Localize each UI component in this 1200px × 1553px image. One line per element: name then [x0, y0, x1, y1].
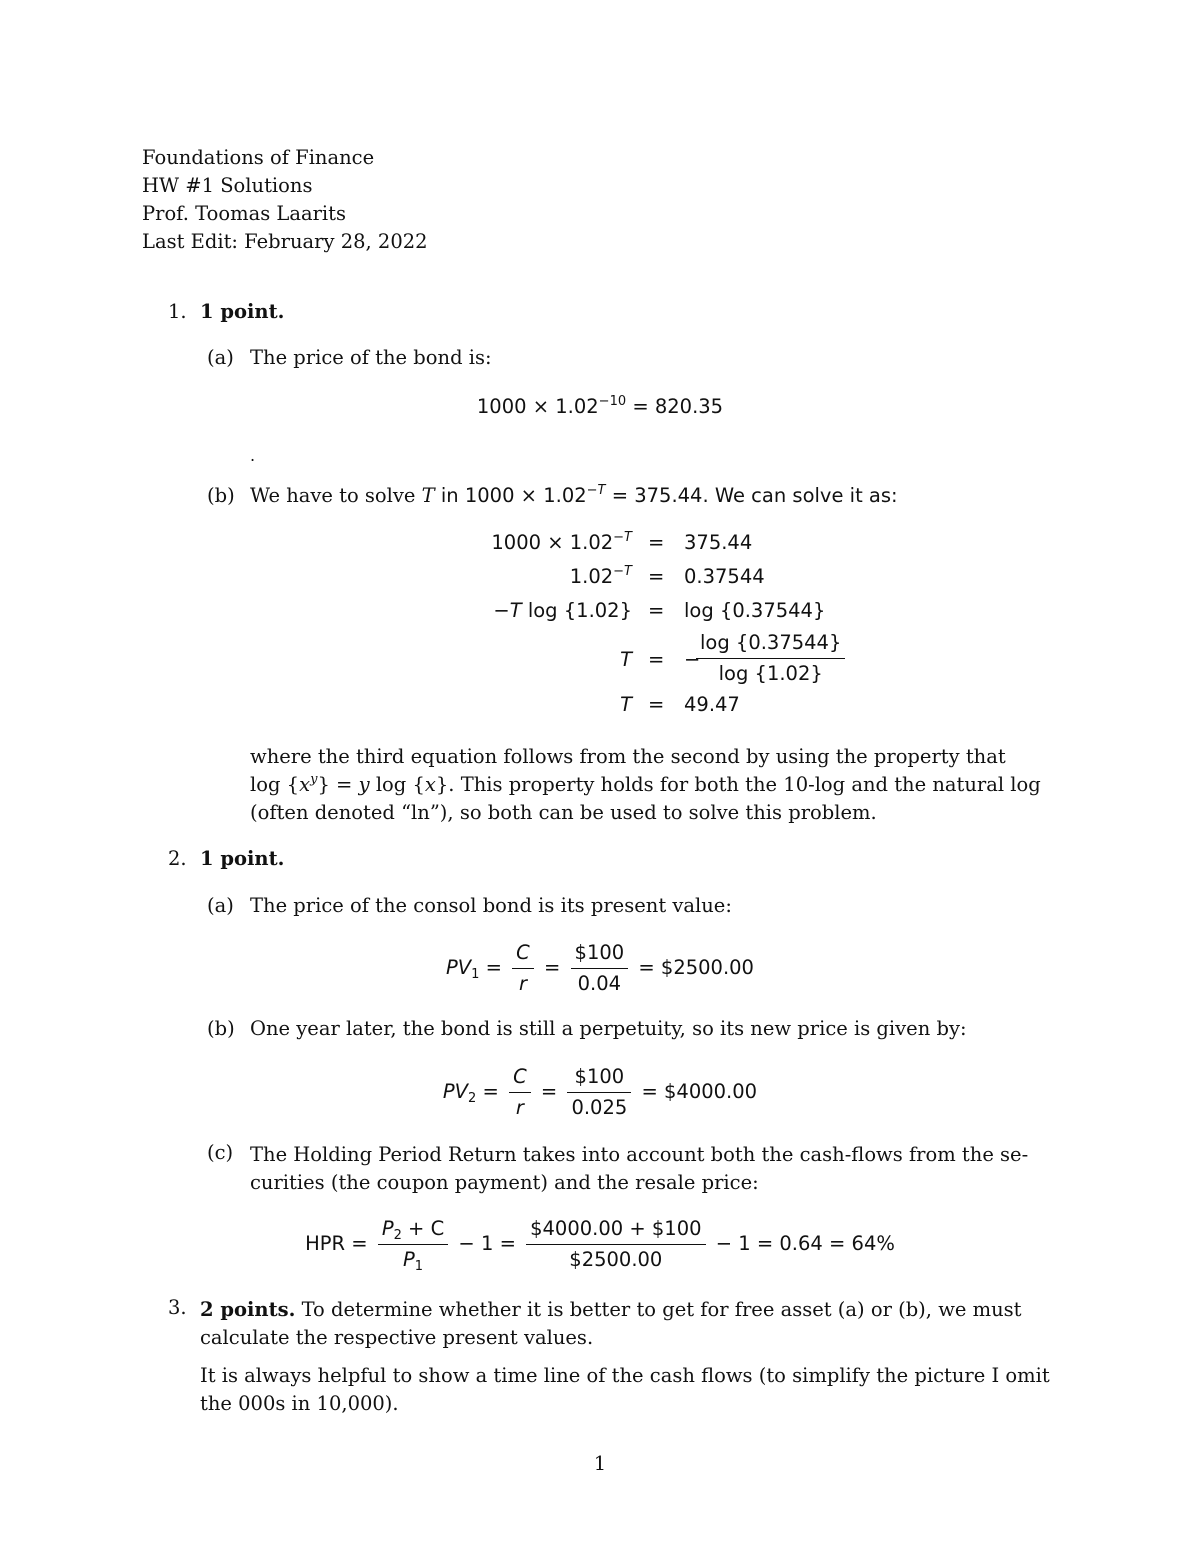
q1b-eq2-equals: =	[648, 565, 665, 588]
page-number: 1	[593, 1452, 607, 1475]
q2-points: 1 point.	[200, 847, 285, 870]
q1b-eq1-exp: −T	[613, 530, 632, 545]
q2-number: 2.	[168, 847, 187, 870]
professor-name: Prof. Toomas Laarits	[142, 202, 346, 225]
q1b-label: (b)	[207, 484, 235, 507]
q2c-frac1-num-post: + C	[401, 1217, 445, 1240]
q1b-eq3-minus: −	[493, 599, 510, 622]
q3-text-line-2: calculate the respective present values.	[200, 1326, 594, 1349]
q2b-pv-sub: 2	[468, 1091, 477, 1106]
q1b-text-mid: in 1000 × 1.02	[440, 484, 587, 507]
q1b-text-post: = 375.44. We can solve it as:	[611, 484, 898, 507]
q1b-eq1-lhs: 1000 × 1.02	[491, 531, 614, 554]
q3-text	[200, 1296, 1058, 1352]
q2c-label: (c)	[207, 1141, 234, 1164]
q1b-eq4-den: log {1.02}	[718, 662, 823, 685]
q1b-eq2-rhs: 0.37544	[684, 565, 765, 588]
q1b-eq5-lhs: T	[620, 693, 632, 716]
q1a-label: (a)	[207, 346, 234, 369]
q3-paragraph-2-line-2: the 000s in 10,000).	[200, 1392, 399, 1415]
q1b-explanation	[250, 743, 1058, 827]
q1b-text-var: T	[421, 484, 435, 507]
q3-text-line-1-body: To determine whether it is better to get for free asset (a) or (b), we must	[301, 1298, 1022, 1321]
q1b-eq4-fraction	[696, 630, 845, 687]
q2a-frac1-num: C	[512, 940, 534, 969]
q1b-eq2-lhs: 1.02	[569, 565, 614, 588]
q1b-explanation-line-2: $\log \{x^y\} = y$ log {x}. This property holds for both the 10-log and the natural log	[250, 772, 1041, 796]
q2a-frac2-den: 0.04	[577, 972, 622, 995]
q2c-frac1-num-p: P	[381, 1217, 394, 1240]
q2c-text	[250, 1141, 1058, 1197]
q1a-eq-lhs: 1000 × 1.02	[476, 395, 599, 418]
q3-points: 2 points.	[200, 1298, 296, 1321]
q1a-dot: .	[250, 446, 256, 465]
q1-points: 1 point.	[200, 300, 285, 323]
q1b-eq5-equals: =	[648, 693, 665, 716]
q2a-result: = $2500.00	[638, 956, 754, 979]
q2b-pv: PV	[442, 1080, 469, 1103]
q1a-eq-exp: −10	[598, 394, 627, 409]
q2c-text-line-2: curities (the coupon payment) and the resale price:	[250, 1171, 759, 1194]
q3-paragraph-2	[200, 1362, 1058, 1418]
q2a-label: (a)	[207, 894, 234, 917]
last-edit-date: Last Edit: February 28, 2022	[142, 230, 428, 253]
q1b-eq4-lhs: T	[620, 648, 632, 671]
q2c-frac1-den-sub: 1	[414, 1259, 424, 1274]
q2b-label: (b)	[207, 1017, 235, 1040]
q1b-text	[250, 484, 898, 507]
q2c-equation	[0, 1216, 1200, 1273]
q2c-frac1-num-sub: 2	[393, 1228, 402, 1243]
q2c-hpr: HPR =	[305, 1232, 368, 1255]
q2b-frac2-num: $100	[567, 1064, 631, 1093]
q2b-equation: $PV_2$ = $\frac{C}{r}$ = $\frac{\$100}{0.025}$ = $4000.00	[442, 1065, 758, 1119]
q2c-frac2-den: $2500.00	[569, 1248, 663, 1271]
q1b-text-pre: We have to solve	[250, 484, 416, 507]
q2c-text-line-1: The Holding Period Return takes into account both the cash-flows from the se-	[250, 1143, 1029, 1166]
course-title: Foundations of Finance	[142, 146, 375, 169]
q1b-explanation-line-1: where the third equation follows from the second by using the property that	[250, 745, 1006, 768]
q2b-frac1-den: r	[515, 1096, 524, 1119]
q1b-eq5-rhs: 49.47	[684, 693, 740, 716]
q3-paragraph-2-line-1: It is always helpful to show a time line of the cash flows (to simplify the picture I omit	[200, 1364, 1050, 1387]
q2a-pv: PV	[446, 956, 472, 979]
q1b-eq4-num: log {0.37544}	[696, 630, 845, 659]
q1b-eq1-rhs: 375.44	[684, 531, 753, 554]
q1b-eq4-minus: −	[684, 648, 701, 671]
q1b-eq3-log: log {1.02}	[521, 599, 632, 622]
q1b-text-exp: −T	[586, 483, 606, 498]
q1b-eq4-equals: =	[648, 648, 665, 671]
q2b-text: One year later, the bond is still a perpetuity, so its new price is given by:	[250, 1017, 967, 1040]
q2c-mid: − 1 =	[458, 1232, 516, 1255]
q2b-frac2-den: 0.025	[571, 1096, 628, 1119]
q1b-eq3-var: T	[509, 599, 522, 622]
q3-text-line-1	[200, 1296, 1058, 1324]
q2b-frac1-num: C	[509, 1064, 531, 1093]
hw-title: HW #1 Solutions	[142, 174, 313, 197]
q1b-eq2-exp: −T	[613, 564, 632, 579]
q1a-text: The price of the bond is:	[250, 346, 492, 369]
q1b-eq3-rhs: log {0.37544}	[684, 599, 826, 622]
q1b-explanation-line-3: (often denoted “ln”), so both can be used to solve this problem.	[250, 801, 877, 824]
q2a-text: The price of the consol bond is its present value:	[250, 894, 732, 917]
q2c-frac2-num: $4000.00 + $100	[526, 1216, 705, 1245]
q2b-result: = $4000.00	[641, 1080, 758, 1103]
q1-number: 1.	[168, 300, 187, 323]
q2a-equation: $PV_1$ = $\frac{C}{r}$ = $\frac{\$100}{0.04}$ = $2500.00	[446, 941, 754, 995]
q2a-frac2-num: $100	[571, 940, 629, 969]
q2a-frac1-den: r	[518, 972, 527, 995]
q1b-eq3-equals: =	[648, 599, 665, 622]
q3-number: 3.	[168, 1296, 187, 1319]
q2a-pv-sub: 1	[471, 967, 480, 982]
q1b-eq1-equals: =	[648, 531, 665, 554]
q2c-frac1-den-p: P	[402, 1248, 415, 1271]
q1a-eq-rhs: = 820.35	[632, 395, 724, 418]
q1a-equation	[0, 395, 1200, 418]
q2c-result: − 1 = 0.64 = 64%	[715, 1232, 895, 1255]
